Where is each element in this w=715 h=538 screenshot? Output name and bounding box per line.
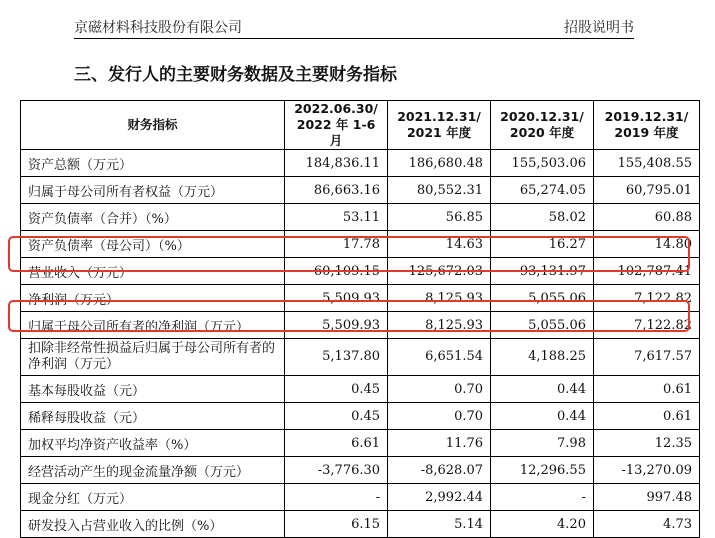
table-row (21, 150, 700, 177)
value-cell: 5,055.06 (491, 285, 594, 312)
value-cell: 16.27 (491, 231, 594, 258)
table-row (21, 376, 700, 403)
table-header-row (21, 101, 700, 150)
value-cell: 11.76 (388, 430, 491, 457)
section-title: 三、发行人的主要财务数据及主要财务指标 (74, 65, 397, 85)
value-cell: 4.20 (491, 511, 594, 538)
value-cell: 184,836.11 (285, 150, 388, 177)
column-header-date: 2019.12.31/ (604, 109, 689, 124)
table-row (21, 339, 700, 376)
page-header (74, 14, 634, 39)
column-header-period: 2022 年 1-6 月 (296, 117, 376, 148)
value-cell: 5,509.93 (285, 312, 388, 339)
value-cell: -8,628.07 (388, 457, 491, 484)
value-cell: 5,055.06 (491, 312, 594, 339)
value-cell: 56.85 (388, 204, 491, 231)
financial-indicators-table (20, 100, 700, 538)
value-cell: 17.78 (285, 231, 388, 258)
value-cell: 102,787.41 (593, 258, 699, 285)
value-cell: 7,122.82 (593, 285, 699, 312)
table-row (21, 204, 700, 231)
value-cell: 997.48 (593, 484, 699, 511)
value-cell: 7.98 (491, 430, 594, 457)
value-cell: 0.70 (388, 403, 491, 430)
column-header (593, 101, 699, 150)
table-row (21, 403, 700, 430)
corner-header: 财务指标 (21, 101, 285, 150)
column-header-period: 2019 年度 (614, 125, 679, 140)
value-cell: 0.45 (285, 376, 388, 403)
value-cell: 93,131.97 (491, 258, 594, 285)
value-cell: 60,109.15 (285, 258, 388, 285)
value-cell: 6.61 (285, 430, 388, 457)
column-header-date: 2020.12.31/ (500, 109, 584, 124)
column-header-period: 2021 年度 (406, 125, 472, 140)
row-label: 净利润（万元） (21, 285, 285, 312)
value-cell: - (285, 484, 388, 511)
table-row (21, 231, 700, 258)
value-cell: 58.02 (491, 204, 594, 231)
table-row (21, 285, 700, 312)
value-cell: 4.73 (593, 511, 699, 538)
value-cell: 12.35 (593, 430, 699, 457)
value-cell: 0.70 (388, 376, 491, 403)
table-row (21, 312, 700, 339)
column-header (491, 101, 594, 150)
value-cell: 5,137.80 (285, 339, 388, 376)
value-cell: 7,617.57 (593, 339, 699, 376)
document-type: 招股说明书 (564, 20, 634, 36)
row-label: 归属于母公司所有者权益（万元） (21, 177, 285, 204)
company-name: 京磁材料科技股份有限公司 (74, 20, 242, 36)
value-cell: 0.45 (285, 403, 388, 430)
row-label: 现金分红（万元） (21, 484, 285, 511)
value-cell: 5.14 (388, 511, 491, 538)
value-cell: 8,125.93 (388, 285, 491, 312)
row-label: 稀释每股收益（元） (21, 403, 285, 430)
value-cell: 0.61 (593, 403, 699, 430)
value-cell: 2,992.44 (388, 484, 491, 511)
column-header-date: 2021.12.31/ (397, 109, 481, 124)
column-header-date: 2022.06.30/ (294, 101, 378, 116)
value-cell: 60,795.01 (593, 177, 699, 204)
value-cell: 5,509.93 (285, 285, 388, 312)
table-row (21, 511, 700, 538)
row-label: 归属于母公司所有者的净利润（万元） (21, 312, 285, 339)
value-cell: 155,408.55 (593, 150, 699, 177)
value-cell: -3,776.30 (285, 457, 388, 484)
table-row (21, 484, 700, 511)
value-cell: 6,651.54 (388, 339, 491, 376)
value-cell: 14.63 (388, 231, 491, 258)
row-label: 营业收入（万元） (21, 258, 285, 285)
table-row (21, 430, 700, 457)
value-cell: 65,274.05 (491, 177, 594, 204)
value-cell: 6.15 (285, 511, 388, 538)
value-cell: 186,680.48 (388, 150, 491, 177)
value-cell: -13,270.09 (593, 457, 699, 484)
table-row (21, 177, 700, 204)
value-cell: 155,503.06 (491, 150, 594, 177)
value-cell: 14.80 (593, 231, 699, 258)
value-cell: 60.88 (593, 204, 699, 231)
value-cell: 80,552.31 (388, 177, 491, 204)
value-cell: 86,663.16 (285, 177, 388, 204)
value-cell: - (491, 484, 594, 511)
row-label: 基本每股收益（元） (21, 376, 285, 403)
row-label: 加权平均净资产收益率（%） (21, 430, 285, 457)
value-cell: 0.44 (491, 376, 594, 403)
table-row (21, 457, 700, 484)
column-header-period: 2020 年度 (509, 125, 575, 140)
row-label: 扣除非经常性损益后归属于母公司所有者的净利润（万元） (21, 339, 285, 376)
row-label: 资产负债率（合并）（%） (21, 204, 285, 231)
value-cell: 7,122.82 (593, 312, 699, 339)
value-cell: 0.44 (491, 403, 594, 430)
table-row (21, 258, 700, 285)
row-label: 资产总额（万元） (21, 150, 285, 177)
row-label: 经营活动产生的现金流量净额（万元） (21, 457, 285, 484)
value-cell: 125,672.03 (388, 258, 491, 285)
column-header (388, 101, 491, 150)
value-cell: 8,125.93 (388, 312, 491, 339)
row-label: 研发投入占营业收入的比例（%） (21, 511, 285, 538)
value-cell: 12,296.55 (491, 457, 594, 484)
value-cell: 0.61 (593, 376, 699, 403)
value-cell: 53.11 (285, 204, 388, 231)
row-label: 资产负债率（母公司）（%） (21, 231, 285, 258)
value-cell: 4,188.25 (491, 339, 594, 376)
column-header (285, 101, 388, 150)
